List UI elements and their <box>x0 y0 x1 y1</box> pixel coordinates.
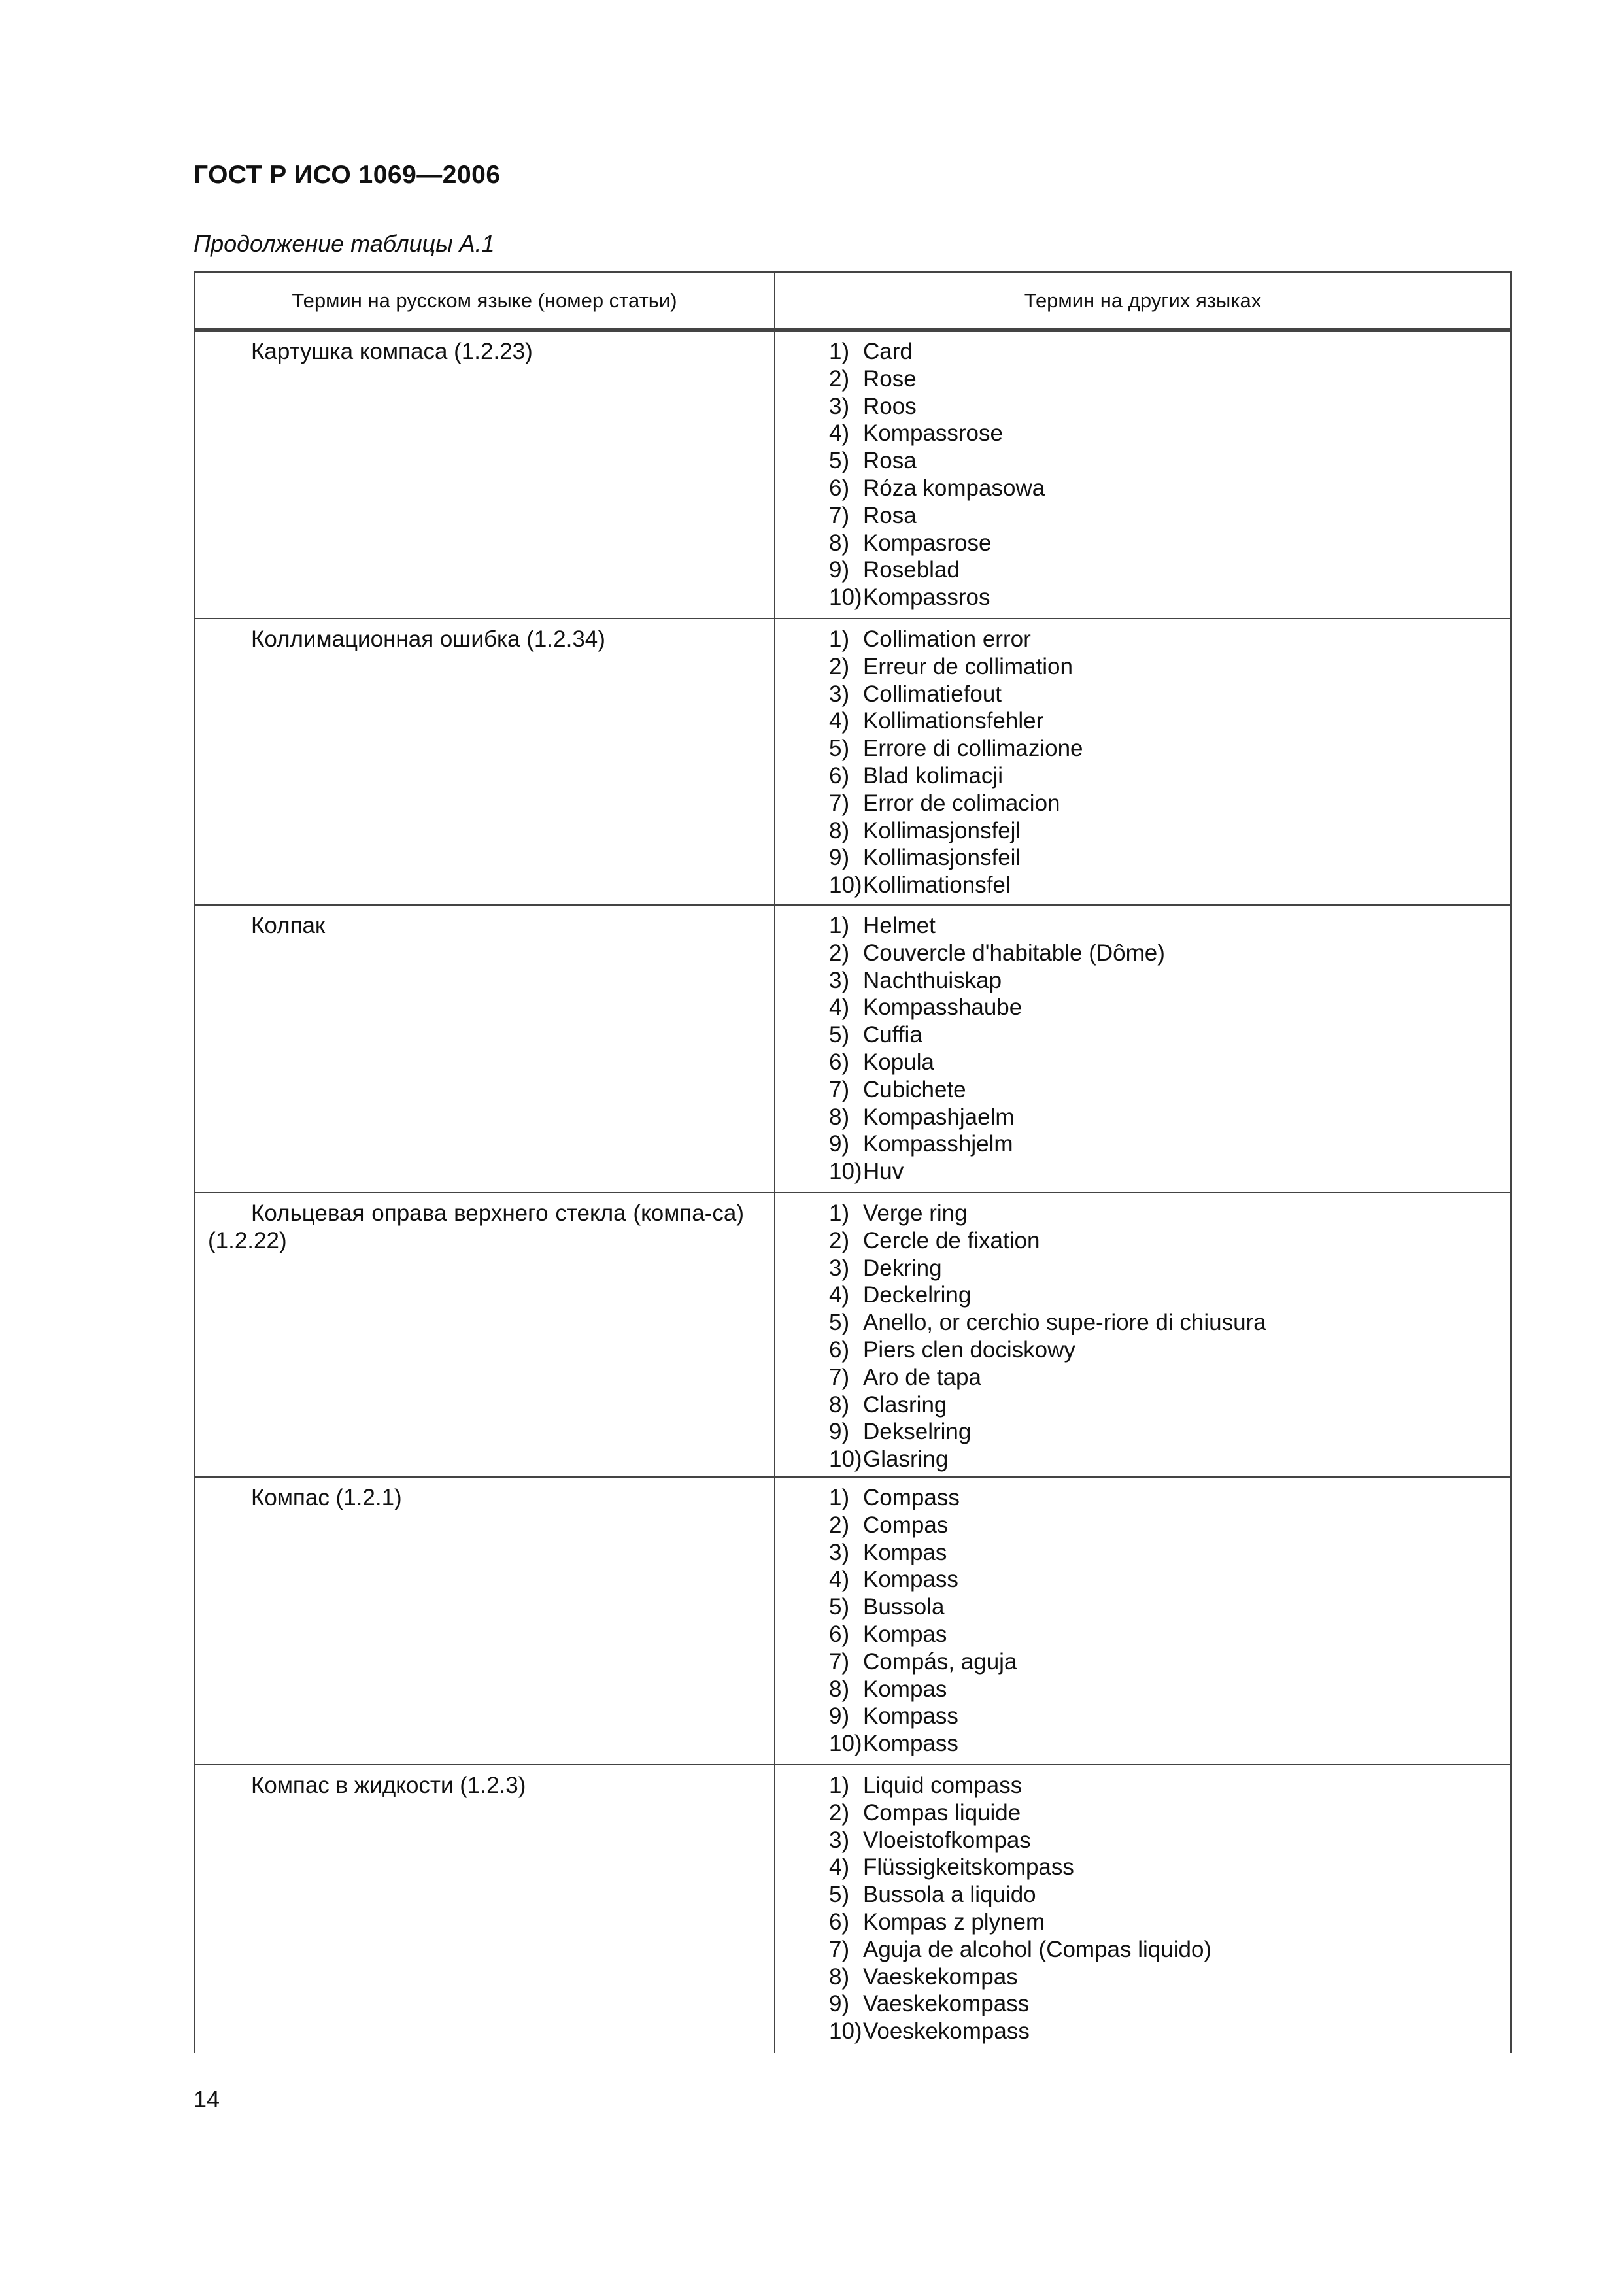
table-row <box>195 1478 1510 1765</box>
list-item: 4) Flüssigkeitskompass <box>829 1854 1074 1880</box>
list-item: 9) Kompasshjelm <box>829 1131 1013 1157</box>
foreign-terms-list <box>829 626 1083 899</box>
terms-table <box>194 271 1512 2053</box>
list-item: 4) Kompasshaube <box>829 994 1023 1021</box>
list-item: 4) Kompass <box>829 1567 958 1593</box>
list-item: 1) Card <box>829 339 913 364</box>
russian-term: Компас в жидкости (1.2.3) <box>251 1773 526 1798</box>
list-item: 9) Vaeskekompass <box>829 1991 1030 2017</box>
list-item: 7) Aro de tapa <box>829 1364 981 1390</box>
table-row <box>195 1193 1510 1478</box>
table-row <box>195 619 1510 906</box>
list-item: 5) Errore di collimazione <box>829 736 1083 762</box>
list-item: 2) Couvercle d'habitable (Dôme) <box>829 940 1165 966</box>
list-item: 10)Glasring <box>829 1446 949 1472</box>
list-item: 8) Kompashjaelm <box>829 1104 1015 1130</box>
russian-term: Компас (1.2.1) <box>251 1485 402 1510</box>
list-item: 5) Bussola <box>829 1594 945 1620</box>
list-item: 2) Erreur de collimation <box>829 653 1073 679</box>
list-item: 6) Kompas <box>829 1621 947 1647</box>
list-item: 3) Vloeistofkompas <box>829 1827 1031 1853</box>
table-row <box>195 332 1510 619</box>
list-item: 6) Róza kompasowa <box>829 475 1045 501</box>
foreign-terms-list <box>829 1484 1017 1758</box>
list-item: 7) Rosa <box>829 502 917 528</box>
list-item: 6) Kompas z plynem <box>829 1909 1045 1935</box>
list-item: 8) Kompas <box>829 1676 947 1702</box>
list-item: 3) Kompas <box>829 1539 947 1565</box>
list-item: 7) Aguja de alcohol (Compas liquido) <box>829 1936 1212 1962</box>
list-item: 10)Huv <box>829 1159 904 1185</box>
table-row <box>195 1765 1510 2054</box>
foreign-terms-list <box>829 912 1165 1185</box>
list-item: 8) Clasring <box>829 1391 947 1418</box>
list-item: 7) Error de colimacion <box>829 790 1060 816</box>
list-item: 4) Kompassrose <box>829 420 1003 447</box>
list-item: 9) Dekselring <box>829 1419 972 1445</box>
list-item: 3) Nachthuiskap <box>829 967 1002 993</box>
list-item: 7) Cubichete <box>829 1076 966 1102</box>
list-item: 1) Compass <box>829 1485 960 1510</box>
list-item: 2) Cercle de fixation <box>829 1227 1040 1253</box>
table-continuation-caption: Продолжение таблицы А.1 <box>194 230 495 257</box>
list-item: 9) Kollimasjonsfeil <box>829 845 1021 871</box>
list-item: 4) Deckelring <box>829 1282 972 1308</box>
standard-header: ГОСТ Р ИСО 1069—2006 <box>194 161 501 189</box>
russian-term: Картушка компаса (1.2.23) <box>251 339 533 364</box>
list-item: 1) Verge ring <box>829 1200 968 1226</box>
list-item: 2) Rose <box>829 366 917 392</box>
list-item: 9) Roseblad <box>829 557 960 583</box>
table-header <box>195 273 1510 332</box>
list-item: 1) Liquid compass <box>829 1773 1023 1798</box>
list-item: 8) Kompasrose <box>829 530 992 556</box>
list-item: 8) Vaeskekompas <box>829 1964 1018 1990</box>
list-item: 5) Bussola a liquido <box>829 1882 1036 1908</box>
list-item: 5) Rosa <box>829 448 917 474</box>
list-item: 7) Compás, aguja <box>829 1648 1017 1674</box>
list-item: 8) Kollimasjonsfejl <box>829 817 1021 843</box>
list-item: 6) Piers clen dociskowy <box>829 1336 1075 1363</box>
russian-term: Кольцевая оправа верхнего стекла (компа-са) (1.2.22) <box>208 1200 744 1253</box>
list-item: 5) Anello, or cerchio supe-riore di chiusura <box>829 1310 1266 1336</box>
list-item: 10)Kompass <box>829 1731 958 1757</box>
russian-term: Коллимационная ошибка (1.2.34) <box>251 626 605 652</box>
page-number: 14 <box>194 2086 220 2113</box>
foreign-terms-list <box>829 1772 1211 2045</box>
list-item: 3) Dekring <box>829 1255 942 1281</box>
list-item: 2) Compas liquide <box>829 1799 1021 1826</box>
russian-term: Колпак <box>251 913 326 938</box>
list-item: 9) Kompass <box>829 1703 958 1729</box>
list-item: 3) Collimatiefout <box>829 681 1002 707</box>
list-item: 2) Compas <box>829 1512 949 1538</box>
list-item: 6) Blad kolimacji <box>829 762 1003 789</box>
list-item: 10)Voeskekompass <box>829 2018 1030 2045</box>
column-header-other-languages: Термин на других языках <box>1024 289 1262 312</box>
list-item: 10)Kompassros <box>829 585 990 611</box>
list-item: 6) Kopula <box>829 1049 934 1075</box>
list-item: 1) Helmet <box>829 913 936 938</box>
table-row <box>195 906 1510 1193</box>
list-item: 5) Cuffia <box>829 1022 922 1048</box>
list-item: 10)Kollimationsfel <box>829 872 1011 898</box>
list-item: 4) Kollimationsfehler <box>829 708 1044 734</box>
list-item: 3) Roos <box>829 393 917 419</box>
column-header-russian-term: Термин на русском языке (номер статьи) <box>292 289 677 312</box>
foreign-terms-list <box>829 1200 1266 1473</box>
foreign-terms-list <box>829 338 1045 611</box>
list-item: 1) Collimation error <box>829 626 1031 652</box>
